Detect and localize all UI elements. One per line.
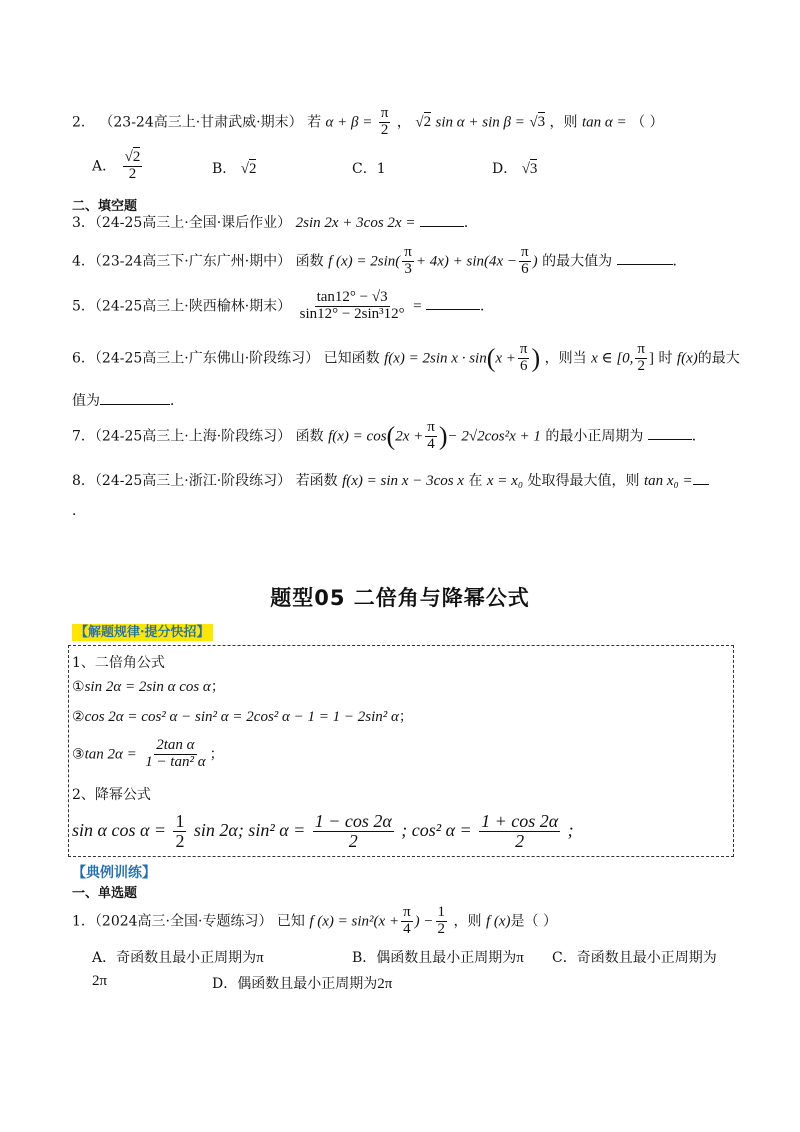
formula-2: ②cos 2α = cos² α − sin² α = 2cos² α − 1 = 1 − 2sin² α；	[72, 709, 413, 725]
q6-answer-blank	[100, 390, 170, 405]
q7-line: 7．（24-25高三上·上海·阶段练习） 函数 f(x) = cos(2x + $\frac{\pi}{4}$ )− 2√2cos²x + 1 的最小正周期为 ．	[72, 419, 706, 452]
q1-option-c: C．奇函数且最小正周期为	[552, 950, 717, 966]
q2-ask: tan α =	[581, 114, 627, 131]
q2-option-b: B． √2	[212, 161, 257, 177]
q1-option-b: B．偶函数且最小正周期为π	[352, 950, 524, 966]
formula-1: ①sin 2α = 2sin α cos α；	[72, 679, 225, 695]
q1-option-c-value: 2π	[92, 973, 108, 989]
q2-sqrt3: √3	[529, 114, 546, 131]
q1-option-d: D．偶函数且最小正周期为2π	[212, 976, 393, 992]
q3-source: （24-25高三上·全国·课后作业）	[94, 215, 292, 231]
q2-option-c: C．1	[352, 161, 386, 177]
tips-label: 【解题规律·提分快招】	[72, 621, 213, 640]
q2-source: （23-24高三上·甘肃武威·期末）	[99, 114, 303, 131]
q3-expression: 2sin 2x + 3cos 2x =	[295, 215, 416, 231]
q5-line: 5．（24-25高三上·陕西榆林·期末） $\frac{\tan 12^\circ - √3}{\text{sin12° − 2sin³12°}}$ = ．	[72, 289, 494, 322]
q1-source: （2024高三·全国·专题练习）	[94, 913, 273, 930]
q4-source: （23-24高三下·广东广州·期中）	[94, 253, 292, 270]
q8-trailing-dot: ．	[72, 503, 86, 519]
q7-source: （24-25高三上·上海·阶段练习）	[94, 428, 292, 445]
q6-line: 6．（24-25高三上·广东佛山·阶段练习） 已知函数 f(x) = 2sin x · sin(x + $\frac{\pi}{6}$ ) ，则当 x ∈ [0, $\frac{\pi}{2}$ ] 时 f(x)的最大	[72, 341, 740, 374]
examples-label: 【典例训练】	[72, 865, 156, 881]
q1-option-a: A．奇函数且最小正周期为π	[92, 950, 264, 966]
q5-source: （24-25高三上·陕西榆林·期末）	[94, 298, 292, 315]
box-heading-2: 2、降幂公式	[72, 787, 151, 803]
q6-line2: 值为 ．	[72, 390, 184, 410]
q8-source: （24-25高三上·浙江·阶段练习）	[94, 473, 292, 489]
formula-3: ③tan 2α = $\frac{\text{2tan α}}{\text{1 − tan² α}}$ ；	[72, 737, 224, 770]
q5-fraction: $\frac{\tan 12^\circ - √3}{\text{sin12° − 2sin³12°}}$	[299, 289, 405, 322]
q2-cond-c: sin α + sin β =	[435, 114, 525, 131]
q2-opt-a-value: $\frac{√2}{2}$	[124, 149, 141, 182]
q8-line: 8．（24-25高三上·浙江·阶段练习） 若函数 f(x) = sin x − 3cos x 在 x = x₀ 处取得最大值，则 tan x₀ =	[72, 470, 709, 490]
q5-answer-blank	[426, 295, 480, 310]
formula-reduction: sin α cos α = $\frac{1}{2}$ sin 2α; sin² α = $\frac{1 - \cos 2\alpha}{2}$ ; cos² α = $\frac{1 + \cos 2\alpha}{2}$ ;	[72, 811, 574, 851]
q7-answer-blank	[648, 425, 692, 440]
q2-paren: （ ）	[631, 114, 664, 131]
q8-answer-blank	[693, 470, 709, 485]
q4-answer-blank	[617, 250, 673, 265]
q2-number: 2．	[72, 114, 95, 131]
section-title: 题型05 二倍角与降幂公式	[270, 586, 530, 610]
section-single-heading: 一、单选题	[72, 886, 138, 901]
q2-option-d: D． √3	[492, 161, 538, 177]
section-fill-heading: 二、填空题	[72, 199, 138, 214]
q2-line: 2． （23-24高三上·甘肃武威·期末） 若 α + β = $\frac{\pi}{2}$ ， √2 sin α + sin β = √3 ，则 tan α = （ ）	[72, 105, 664, 138]
box-heading-1: 1、二倍角公式	[72, 655, 165, 671]
q4-line: 4．（23-24高三下·广东广州·期中） 函数 f (x) = 2sin( $\frac{\pi}{3}$ + 4x) + sin(4x − $\frac{\pi}{6}$ ) 的最大值为 ．	[72, 244, 687, 277]
q1-line: 1．（2024高三·全国·专题练习） 已知 f (x) = sin²(x + $\frac{\pi}{4}$ ) − $\frac{1}{2}$ ，则 f (x)是（ ）	[72, 904, 557, 937]
q2-sqrt2: √2	[415, 114, 432, 131]
q2-option-a: A． $\frac{√2}{2}$	[92, 149, 141, 182]
q3-line: 3．（24-25高三上·全国·课后作业） 2sin 2x + 3cos 2x = ．	[72, 212, 478, 232]
q2-cond-a: α + β =	[325, 114, 373, 131]
q3-answer-blank	[420, 212, 464, 227]
q6-source: （24-25高三上·广东佛山·阶段练习）	[94, 350, 320, 367]
q2-lead: 若	[307, 114, 322, 131]
q2-pi-over-2: $\frac{\pi}{2}$	[380, 105, 389, 138]
